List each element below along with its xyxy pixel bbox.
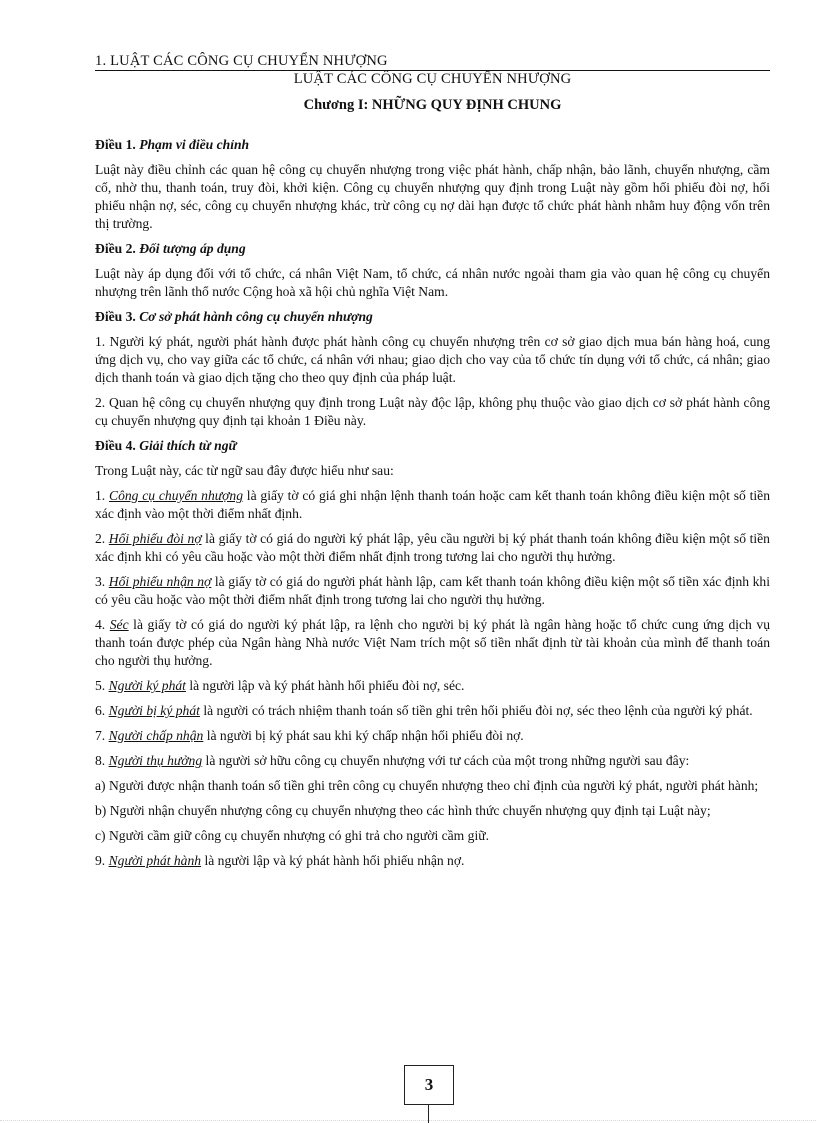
defined-term: Người thụ hưởng [108, 753, 203, 768]
defined-term: Người ký phát [108, 678, 186, 693]
article-3-heading [95, 308, 770, 326]
section-header: 1. LUẬT CÁC CÔNG CỤ CHUYỂN NHƯỢNG [95, 52, 770, 71]
article-title: Giải thích từ ngữ [139, 438, 237, 453]
definition-item: 4. Séc là giấy tờ có giá do người ký phát lập, ra lệnh cho người bị ký phát là ngân hàng hoặc tổ chức cung ứng dịch vụ thanh toán được phép của Ngân hàng Nhà nước Việt Nam trích một số tiền nhất định từ tài khoản của mình để thanh toán cho người thụ hưởng. [95, 617, 770, 668]
defined-term: Hối phiếu đòi nợ [108, 531, 202, 546]
defined-term: Hối phiếu nhận nợ [108, 574, 212, 589]
article-4-intro: Trong Luật này, các từ ngữ sau đây được hiểu như sau: [95, 463, 394, 478]
chapter-heading: Chương I: NHỮNG QUY ĐỊNH CHUNG [303, 97, 562, 113]
article-1-heading [95, 136, 770, 154]
definition-item: 3. Hối phiếu nhận nợ là giấy tờ có giá do người phát hành lập, cam kết thanh toán không điều kiện một số tiền xác định khi có yêu cầu hoặc vào một thời điểm nhất định trong tương lai cho người thụ hưởng. [95, 574, 771, 607]
article-title: Cơ sở phát hành công cụ chuyển nhượng [139, 309, 373, 324]
sub-item-b: b) Người nhận chuyển nhượng công cụ chuyển nhượng theo các hình thức chuyển nhượng quy định tại Luật này; [95, 803, 711, 818]
page-bottom-divider [0, 1120, 816, 1121]
definition-item: 5. Người ký phát là người lập và ký phát hành hối phiếu đòi nợ, séc. [95, 678, 465, 693]
definition-item: 1. Công cụ chuyển nhượng là giấy tờ có giá ghi nhận lệnh thanh toán hoặc cam kết thanh toán không điều kiện một số tiền xác định vào một thời điểm nhất định. [95, 488, 770, 521]
definition-item: 7. Người chấp nhận là người bị ký phát sau khi ký chấp nhận hối phiếu đòi nợ. [95, 728, 524, 743]
sub-item-c: c) Người cầm giữ công cụ chuyển nhượng có ghi trả cho người cầm giữ. [95, 828, 489, 843]
article-2-heading [95, 240, 770, 258]
page-number: 3 [404, 1065, 454, 1105]
document-title: LUẬT CÁC CÔNG CỤ CHUYỂN NHƯỢNG [293, 71, 572, 87]
sub-item-a: a) Người được nhận thanh toán số tiền ghi trên công cụ chuyển nhượng theo chỉ định của người ký phát, người phát hành; [95, 778, 759, 793]
document-page [95, 52, 770, 877]
article-4-heading [95, 437, 770, 455]
defined-term: Séc [109, 617, 129, 632]
definition-item: 8. Người thụ hưởng là người sở hữu công cụ chuyển nhượng với tư cách của một trong những người sau đây: [95, 753, 690, 768]
article-title: Đối tượng áp dụng [139, 241, 246, 256]
defined-term: Người bị ký phát [108, 703, 200, 718]
article-label: Điều 1. [95, 137, 136, 152]
article-3-clause-2: 2. Quan hệ công cụ chuyển nhượng quy định trong Luật này độc lập, không phụ thuộc vào giao dịch cơ sở phát hành công cụ chuyển nhượng quy định tại khoản 1 Điều này. [95, 395, 770, 428]
article-1-paragraph: Luật này điều chỉnh các quan hệ công cụ chuyển nhượng trong việc phát hành, chấp nhận, bảo lãnh, chuyển nhượng, cầm cố, nhờ thu, thanh toán, truy đòi, khởi kiện. Công cụ chuyển nhượng quy định trong Luật này gồm hối phiếu đòi nợ, hối phiếu nhận nợ, séc, công cụ chuyển nhượng khác, trừ công cụ nợ dài hạn được tổ chức phát hành nhằm huy động vốn trên thị trường. [95, 162, 770, 231]
definition-item: 9. Người phát hành là người lập và ký phát hành hối phiếu nhận nợ. [95, 853, 465, 868]
defined-term: Công cụ chuyển nhượng [109, 488, 244, 503]
article-label: Điều 2. [95, 241, 136, 256]
defined-term: Người phát hành [108, 853, 202, 868]
article-3-clause-1: 1. Người ký phát, người phát hành được phát hành công cụ chuyển nhượng trên cơ sở giao dịch mua bán hàng hoá, cung ứng dịch vụ, cho vay giữa các tổ chức, cá nhân với nhau; giao dịch cho vay của tổ chức tín dụng với tổ chức, cá nhân; giao dịch thanh toán và giao dịch tặng cho theo quy định của pháp luật. [95, 334, 770, 385]
article-label: Điều 3. [95, 309, 136, 324]
article-label: Điều 4. [95, 438, 136, 453]
definition-item: 6. Người bị ký phát là người có trách nhiệm thanh toán số tiền ghi trên hối phiếu đòi nợ, séc theo lệnh của người ký phát. [95, 703, 753, 718]
article-title: Phạm vi điều chỉnh [139, 137, 250, 152]
defined-term: Người chấp nhận [108, 728, 204, 743]
article-2-paragraph: Luật này áp dụng đối với tổ chức, cá nhân Việt Nam, tổ chức, cá nhân nước ngoài tham gia vào quan hệ công cụ chuyển nhượng trên lãnh thổ nước Cộng hoà xã hội chủ nghĩa Việt Nam. [95, 266, 770, 299]
definition-item: 2. Hối phiếu đòi nợ là giấy tờ có giá do người ký phát lập, yêu cầu người bị ký phát thanh toán không điều kiện một số tiền xác định khi có yêu cầu hoặc vào một thời điểm nhất định trong tương lai cho người thụ hưởng. [95, 531, 770, 564]
